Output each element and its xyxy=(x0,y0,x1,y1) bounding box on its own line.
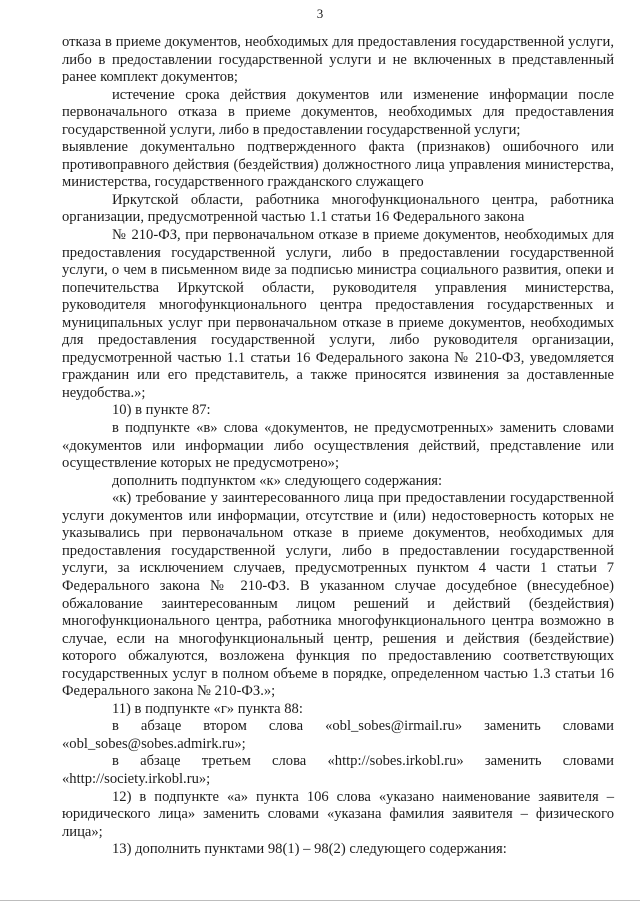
paragraph-10: 11) в подпункте «г» пункта 88: xyxy=(112,700,303,717)
paragraph-4: Иркутской области, работника многофункционального центра, работника организации, предусмотренной частью 1.1 статьи 16 Федерального закона xyxy=(62,191,614,226)
paragraph-8: дополнить подпунктом «к» следующего содержания: xyxy=(112,472,443,489)
paragraph-11: в абзаце втором слова «obl_sobes@irmail.ru» заменить словами «obl_sobes@sobes.admirk.ru»; xyxy=(62,718,614,752)
paragraph-2: истечение срока действия документов или изменение информации после первоначального отказа в приеме документов, необходимых для предоставления государственной услуги, либо в предоставлении государственной услуги; xyxy=(62,86,614,138)
paragraph-13: 12) в подпункте «а» пункта 106 слова «указано наименование заявителя – юридического лица» заменить словами «указана фамилия заявителя – физического лица»; xyxy=(62,788,614,840)
paragraph-7: в подпункте «в» слова «документов, не предусмотренных» заменить словами «документов или информации либо осуществления действий, представление или осуществление которых не предусмотрено»; xyxy=(62,420,614,472)
paragraph-6: 10) в пункте 87: xyxy=(112,402,211,419)
paragraph-12: в абзаце третьем слова «http://sobes.irkobl.ru» заменить словами «http://society.irkobl.ru»; xyxy=(62,753,614,787)
paragraph-14: 13) дополнить пунктами 98(1) – 98(2) следующего содержания: xyxy=(112,841,507,858)
scan-edge-rule xyxy=(0,900,640,901)
page-number: 3 xyxy=(316,6,324,21)
paragraph-5: № 210-ФЗ, при первоначальном отказе в приеме документов, необходимых для предоставления государственной услуги, либо в предоставлении государственной услуги, о чем в письменном виде за подписью министра социального развития, опеки и попечительства Иркутской области, руководителя управления министерства, руководителя многофункционального центра предоставления государственных и муниципальных услуг при первоначальном отказе в приеме документов, необходимых для предоставления государственной услуги, либо руководителя организации, предусмотренной частью 1.1 статьи 16 Федерального закона № 210-ФЗ, уведомляется гражданин или его представитель, а также приносятся извинения за доставленные неудобства.»; xyxy=(62,227,614,401)
paragraph-9: «к) требование у заинтересованного лица при предоставлении государственной услуги документов или информации, отсутствие и (или) недостоверность которых не указывались при первоначальном отказе в приеме документов, необходимых для предоставления государственной услуги, либо в предоставлении государственной услуги, за исключением случаев, предусмотренных пунктом 4 части 1 статьи 7 Федерального закона № 210-ФЗ. В указанном случае досудебное (внесудебное) обжалование заинтересованным лицом решений и действий (бездействия) многофункционального центра, работника многофункционального центра возможно в случае, если на многофункциональный центр, решения и действия (бездействие) которого обжалуются, возложена функция по предоставлению соответствующих государственных услуг в полном объеме в порядке, определенном частью 1.3 статьи 16 Федерального закона № 210-ФЗ.»; xyxy=(62,490,614,700)
paragraph-3: выявление документально подтвержденного факта (признаков) ошибочного или противоправного действия (бездействия) должностного лица управления министерства, министерства, государственного гражданского служащего xyxy=(62,139,614,191)
document-body xyxy=(62,34,614,859)
paragraph-1: отказа в приеме документов, необходимых для предоставления государственной услуги, либо в предоставлении государственной услуги и не включенных в представленный ранее комплект документов; xyxy=(62,34,614,86)
